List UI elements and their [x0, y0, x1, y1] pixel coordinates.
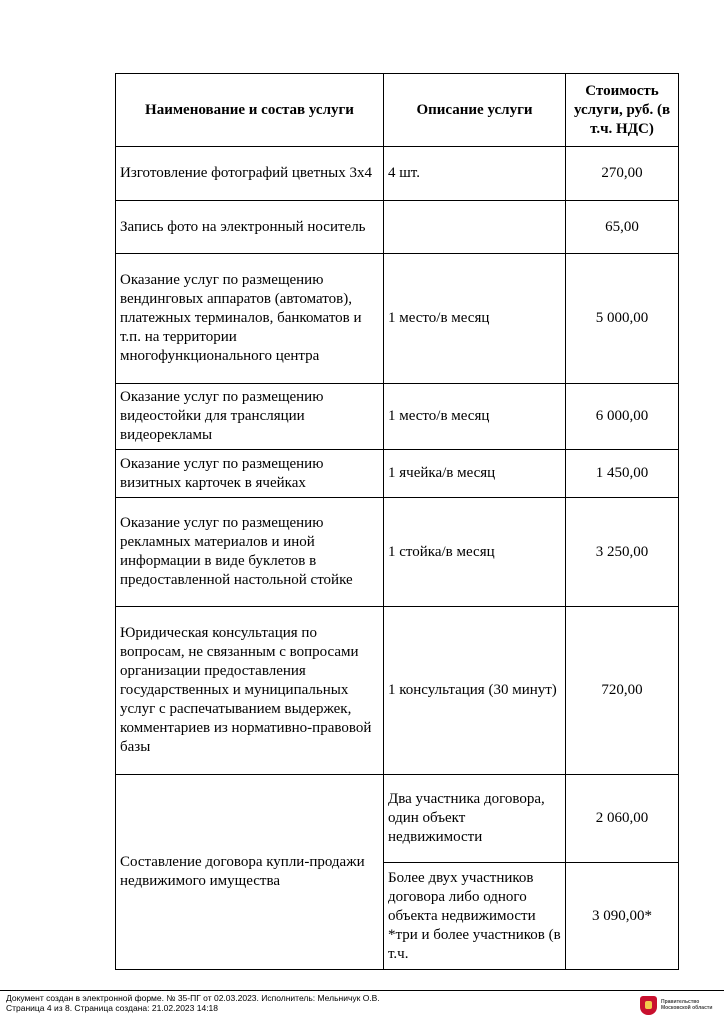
service-description: Два участника договора, один объект недвижимости: [384, 775, 566, 863]
service-name: Изготовление фотографий цветных 3х4: [116, 147, 384, 201]
government-logo-text: Правительство Московской области: [661, 999, 713, 1011]
service-price: 65,00: [566, 201, 679, 254]
service-name: Оказание услуг по размещению визитных карточек в ячейках: [116, 450, 384, 498]
table-row: [116, 254, 679, 384]
service-price: 270,00: [566, 147, 679, 201]
table-row: [116, 607, 679, 775]
service-price: 6 000,00: [566, 384, 679, 450]
service-name: Оказание услуг по размещению вендинговых аппаратов (автоматов), платежных терминалов, банкоматов и т.п. на территории многофункционального центра: [116, 254, 384, 384]
service-price: 5 000,00: [566, 254, 679, 384]
service-name: Составление договора купли-продажи недвижимого имущества: [116, 775, 384, 970]
footer-divider: [0, 990, 724, 991]
table-row: [116, 450, 679, 498]
service-price: 3 250,00: [566, 498, 679, 607]
service-description: 1 консультация (30 минут): [384, 607, 566, 775]
header-service-name: Наименование и состав услуги: [116, 74, 384, 147]
service-price: 3 090,00*: [566, 863, 679, 970]
service-description: 1 место/в месяц: [384, 254, 566, 384]
table-header-row: [116, 74, 679, 147]
table-row: [116, 384, 679, 450]
service-description: 4 шт.: [384, 147, 566, 201]
service-description: Более двух участников договора либо одного объекта недвижимости *три и более участников (в т.ч.: [384, 863, 566, 970]
table-row: [116, 775, 679, 863]
document-footer: [6, 993, 380, 1013]
government-logo: [640, 994, 720, 1016]
service-description: 1 ячейка/в месяц: [384, 450, 566, 498]
header-service-description: Описание услуги: [384, 74, 566, 147]
service-description: 1 место/в месяц: [384, 384, 566, 450]
table-row: [116, 147, 679, 201]
header-service-price: Стоимость услуги, руб. (в т.ч. НДС): [566, 74, 679, 147]
table-row: [116, 498, 679, 607]
service-price: 1 450,00: [566, 450, 679, 498]
footer-document-info: Документ создан в электронной форме. № 35-ПГ от 02.03.2023. Исполнитель: Мельничук О.В.: [6, 993, 380, 1003]
moscow-region-emblem-icon: [640, 996, 657, 1015]
service-name: Оказание услуг по размещению рекламных материалов и иной информации в виде буклетов в предоставленной настольной стойке: [116, 498, 384, 607]
footer-page-info: Страница 4 из 8. Страница создана: 21.02.2023 14:18: [6, 1003, 219, 1013]
table-row: [116, 201, 679, 254]
service-name: Оказание услуг по размещению видеостойки для трансляции видеорекламы: [116, 384, 384, 450]
services-price-table: [115, 73, 679, 970]
service-description: [384, 201, 566, 254]
service-price: 2 060,00: [566, 775, 679, 863]
service-name: Запись фото на электронный носитель: [116, 201, 384, 254]
service-price: 720,00: [566, 607, 679, 775]
service-name: Юридическая консультация по вопросам, не связанным с вопросами организации предоставления государственных и муниципальных услуг с распечатыванием выдержек, комментариев из нормативно-правовой базы: [116, 607, 384, 775]
service-description: 1 стойка/в месяц: [384, 498, 566, 607]
